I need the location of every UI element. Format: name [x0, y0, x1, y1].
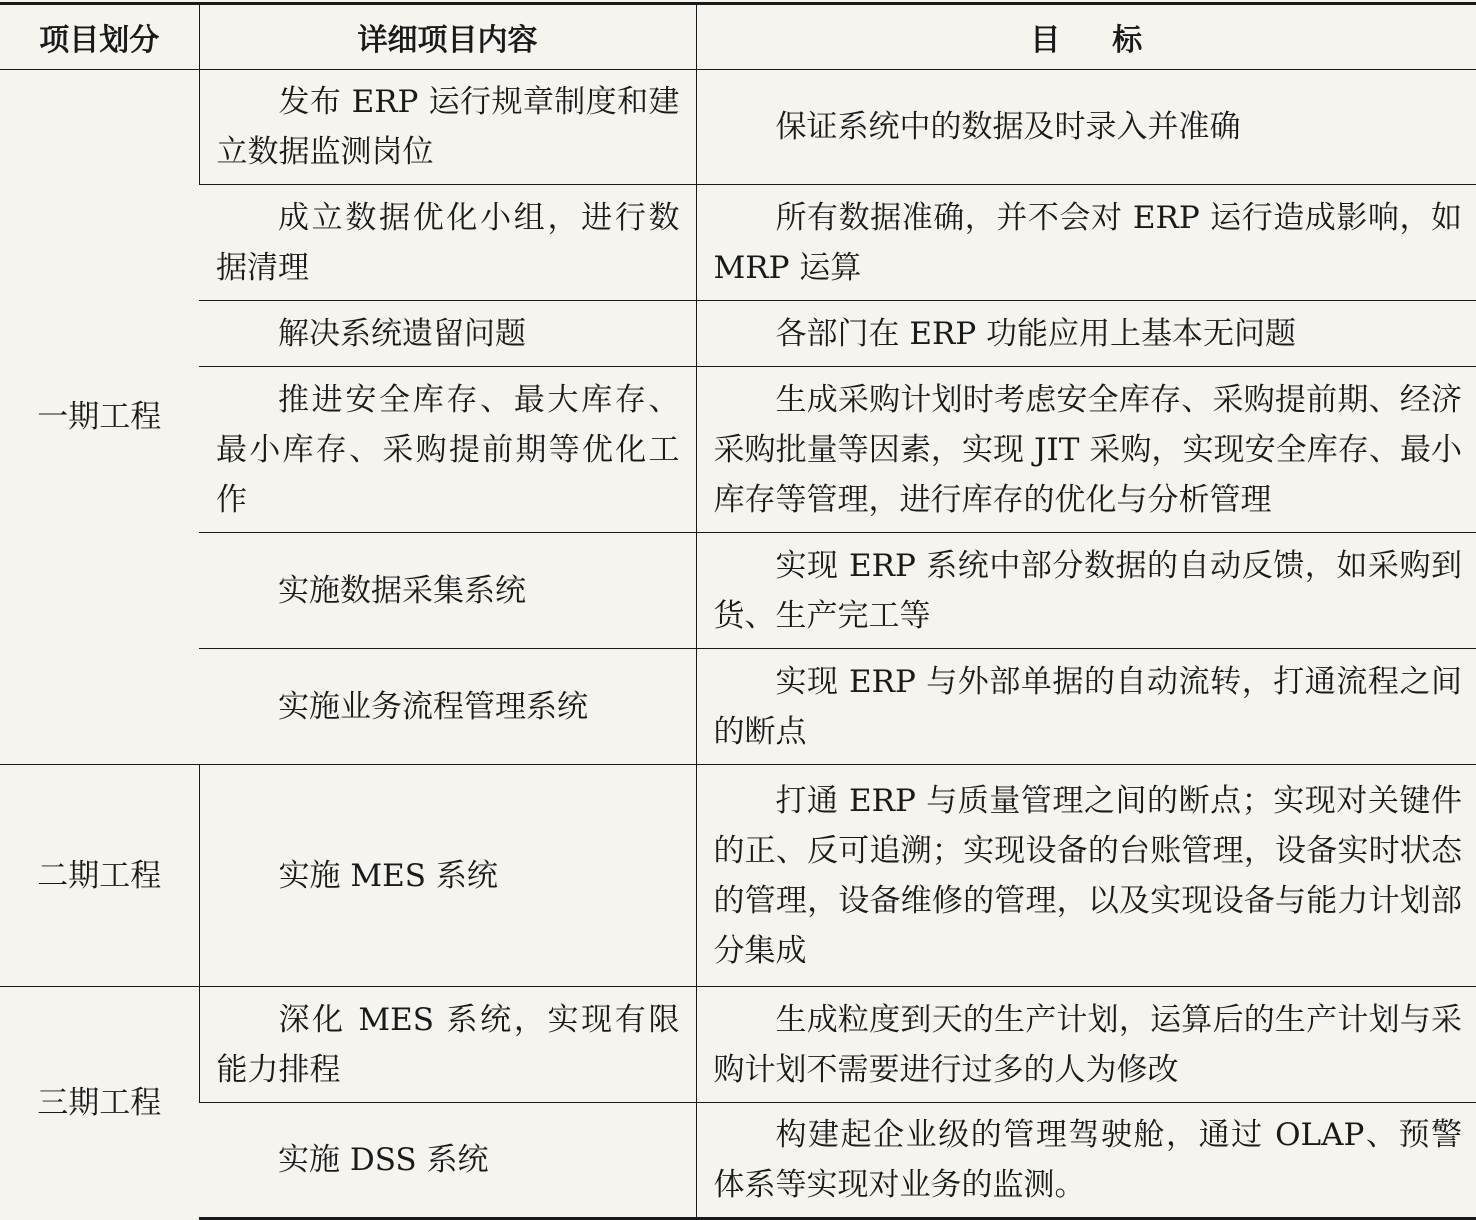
detail-cell: 发布 ERP 运行规章制度和建立数据监测岗位 [199, 70, 696, 185]
header-target-char-2: 标 [1112, 23, 1143, 58]
table-row [0, 765, 1476, 987]
target-cell: 生成粒度到天的生产计划，运算后的生产计划与采购计划不需要进行过多的人为修改 [696, 987, 1476, 1103]
target-cell: 实现 ERP 系统中部分数据的自动反馈，如采购到货、生产完工等 [696, 533, 1476, 649]
header-row [0, 4, 1476, 70]
table-body [0, 70, 1476, 1219]
phase-cell: 三期工程 [37, 1084, 162, 1121]
table-row [0, 301, 1476, 367]
target-cell: 打通 ERP 与质量管理之间的断点；实现对关键件的正、反可追溯；实现设备的台账管理，设备实时状态的管理，设备维修的管理，以及实现设备与能力计划部分集成 [696, 765, 1476, 987]
detail-cell: 实施业务流程管理系统 [278, 688, 588, 725]
target-cell: 构建起企业级的管理驾驶舱，通过 OLAP、预警体系等实现对业务的监测。 [696, 1103, 1476, 1219]
detail-cell: 实施 DSS 系统 [199, 1103, 696, 1219]
target-cell: 所有数据准确，并不会对 ERP 运行造成影响，如 MRP 运算 [696, 185, 1476, 301]
detail-cell: 推进安全库存、最大库存、最小库存、采购提前期等优化工作 [216, 381, 680, 518]
detail-cell: 实施数据采集系统 [278, 572, 526, 609]
table-row [0, 367, 1476, 533]
project-plan-table [0, 2, 1476, 1220]
table-row [0, 987, 1476, 1103]
target-cell: 各部门在 ERP 功能应用上基本无问题 [696, 301, 1476, 367]
detail-cell: 实施 MES 系统 [199, 765, 696, 987]
target-cell: 生成采购计划时考虑安全库存、采购提前期、经济采购批量等因素，实现 JIT 采购，实现安全库存、最小库存等管理，进行库存的优化与分析管理 [696, 367, 1476, 533]
header-phase: 项目划分 [0, 4, 199, 70]
detail-cell: 深化 MES 系统，实现有限能力排程 [199, 987, 696, 1103]
phase-cell: 一期工程 [37, 399, 162, 435]
target-cell: 保证系统中的数据及时录入并准确 [696, 70, 1476, 185]
header-detail: 详细项目内容 [199, 4, 696, 70]
table-row [0, 1103, 1476, 1219]
phase-cell: 二期工程 [37, 857, 162, 894]
table-header [0, 4, 1476, 70]
table-row [0, 185, 1476, 301]
table-row [0, 70, 1476, 185]
table-row [0, 649, 1476, 765]
header-target [696, 4, 1476, 70]
table-row [0, 533, 1476, 649]
header-target-char-1: 目 [1030, 23, 1061, 58]
target-cell: 实现 ERP 与外部单据的自动流转，打通流程之间的断点 [696, 649, 1476, 765]
detail-cell: 解决系统遗留问题 [278, 315, 526, 352]
detail-cell: 成立数据优化小组，进行数据清理 [216, 199, 680, 286]
